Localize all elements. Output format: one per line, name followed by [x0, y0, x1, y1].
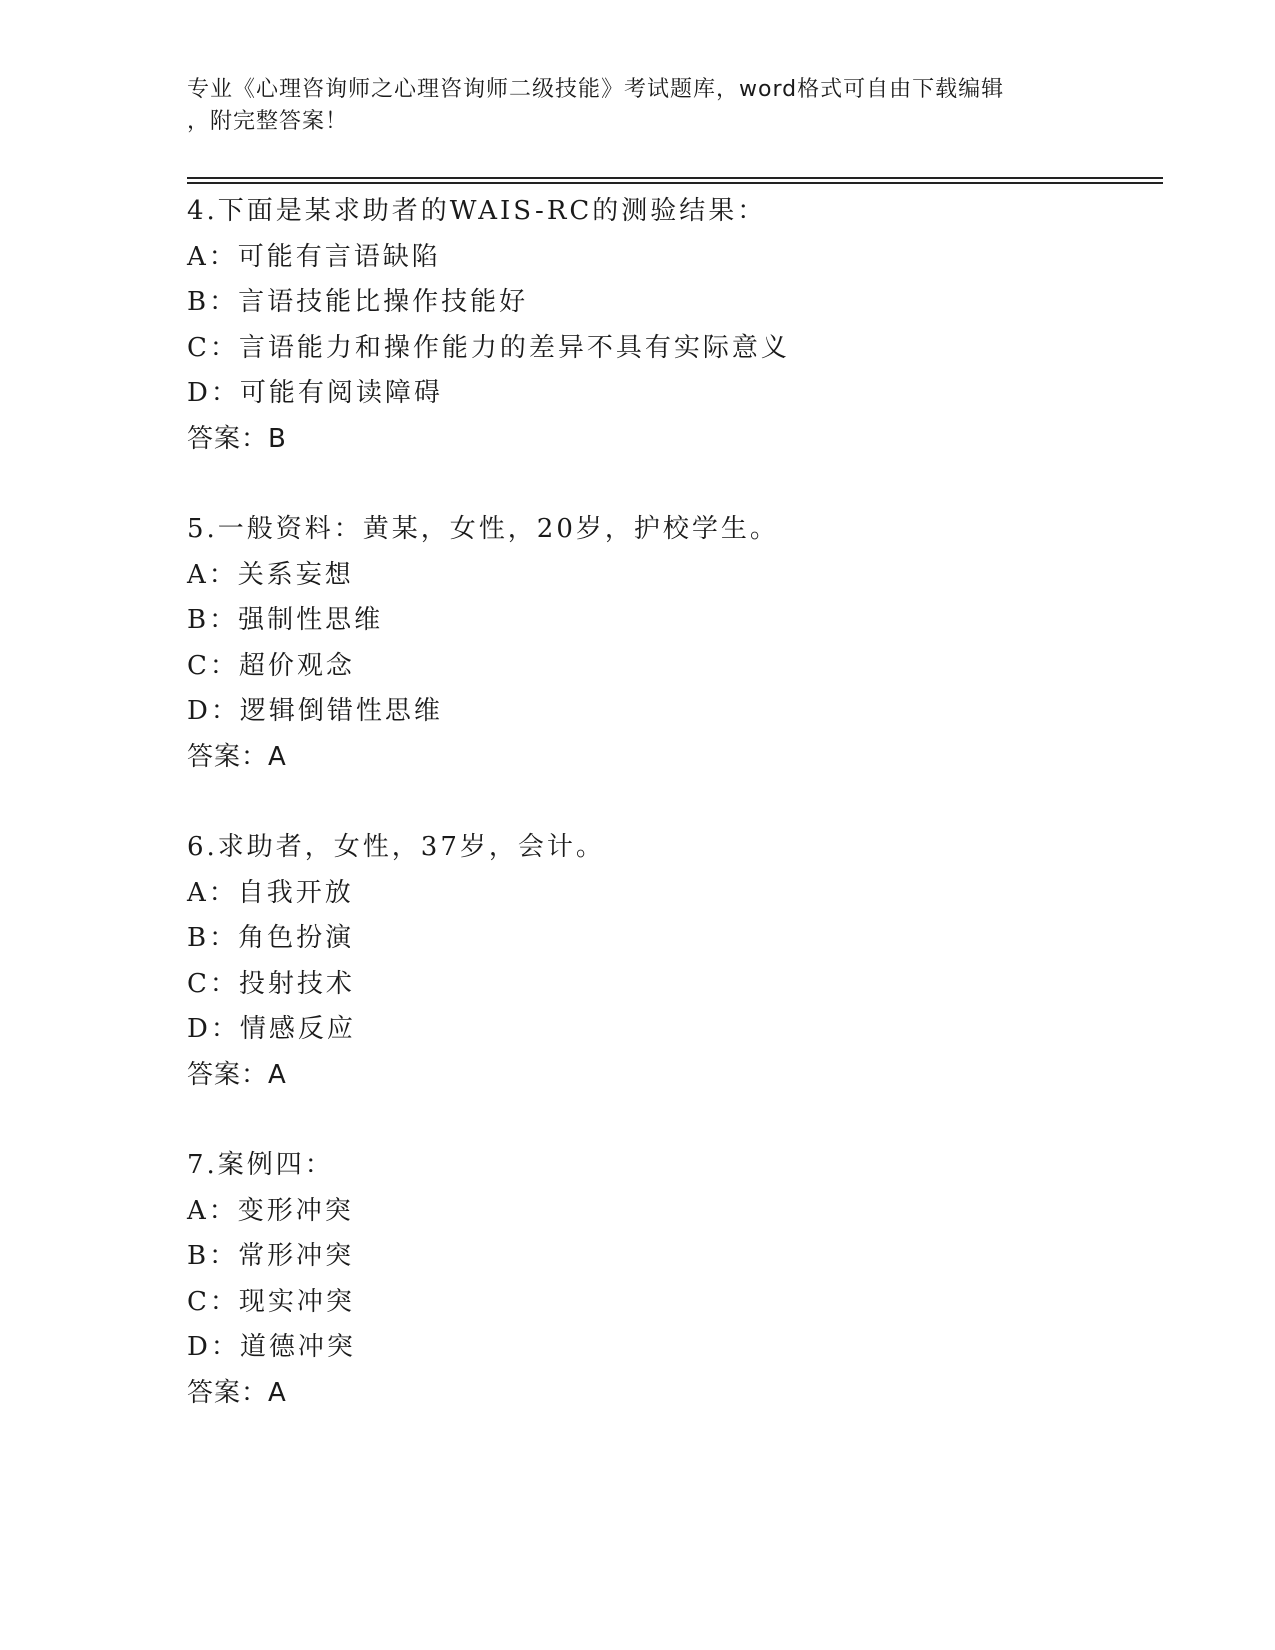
option-c: C：超价观念	[187, 650, 355, 681]
answer: 答案：A	[187, 741, 287, 772]
option-d: D：可能有阅读障碍	[187, 378, 443, 408]
option-a: A：可能有言语缺陷	[187, 241, 441, 272]
option-b: B：常形冲突	[187, 1241, 355, 1271]
answer: 答案：A	[187, 1059, 287, 1090]
question-6	[187, 825, 1187, 1098]
option-c: C：言语能力和操作能力的差异不具有实际意义	[187, 332, 790, 363]
option-c: C：投射技术	[187, 968, 355, 999]
question-stem: 4.下面是某求助者的WAIS-RC的测验结果：	[187, 196, 767, 226]
option-d: D：情感反应	[187, 1014, 356, 1044]
answer: 答案：B	[187, 423, 287, 454]
header-line-2: ，附完整答案！	[187, 109, 349, 134]
document-header	[187, 74, 1087, 138]
question-stem: 7.案例四：	[187, 1150, 334, 1180]
option-b: B：强制性思维	[187, 605, 384, 635]
question-7	[187, 1143, 1187, 1416]
option-b: B：言语技能比操作技能好	[187, 287, 529, 317]
option-c: C：现实冲突	[187, 1286, 355, 1317]
question-list	[187, 189, 1187, 1461]
option-a: A：自我开放	[187, 877, 354, 908]
question-stem: 5.一般资料：黄某，女性，20岁，护校学生。	[187, 514, 779, 544]
option-a: A：变形冲突	[187, 1195, 354, 1226]
header-divider-top	[187, 177, 1163, 179]
question-stem: 6.求助者，女性，37岁，会计。	[187, 832, 605, 862]
answer: 答案：A	[187, 1377, 287, 1408]
option-d: D：道德冲突	[187, 1332, 356, 1362]
option-b: B：角色扮演	[187, 923, 355, 953]
header-divider-bottom	[187, 182, 1163, 184]
question-4	[187, 189, 1187, 462]
option-a: A：关系妄想	[187, 559, 354, 590]
header-line-1: 专业《心理咨询师之心理咨询师二级技能》考试题库，word格式可自由下载编辑	[187, 77, 1005, 102]
question-5	[187, 507, 1187, 780]
option-d: D：逻辑倒错性思维	[187, 696, 443, 726]
